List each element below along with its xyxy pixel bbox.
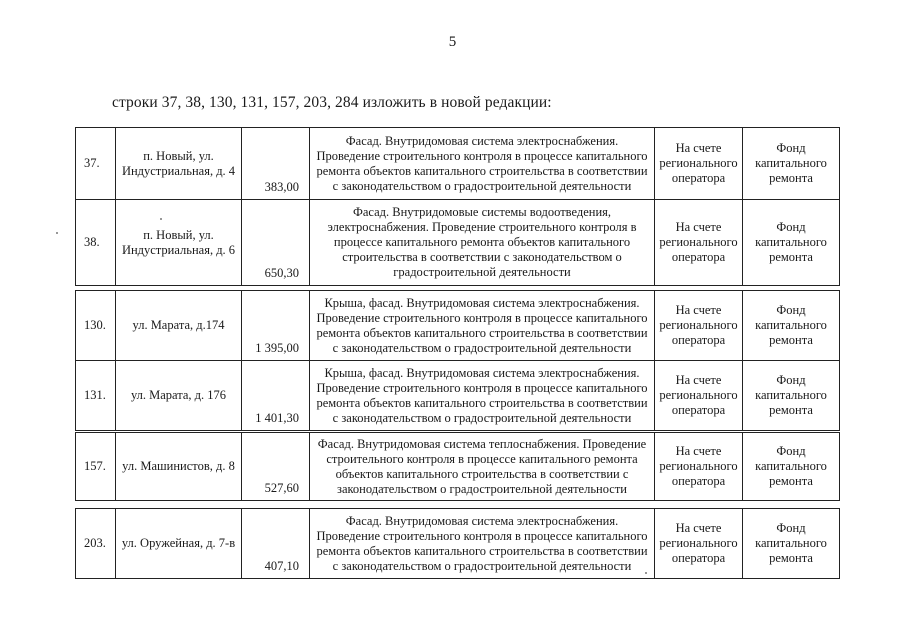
table-row (76, 509, 840, 579)
row-work-description: Фасад. Внутридомовая система теплоснабжения. Проведение строительного контроля в процессе капитального ремонта объектов капитального строительства в соответствии с законодательством о градостроительной деятельности (310, 433, 655, 501)
row-cost: 407,10 (242, 509, 310, 579)
row-fund: Фонд капитального ремонта (743, 128, 840, 200)
row-funding-source: На счете регионального оператора (655, 361, 743, 431)
row-funding-source: На счете регионального оператора (655, 128, 743, 200)
table-block-2 (75, 290, 840, 431)
row-fund: Фонд капитального ремонта (743, 509, 840, 579)
row-work-description: Фасад. Внутридомовая система электроснабжения. Проведение строительного контроля в процессе капитального ремонта объектов капитального строительства в соответствии с законодательством о градостроительной деятельности (310, 509, 655, 579)
row-funding-source: На счете регионального оператора (655, 200, 743, 286)
row-number: 37. (76, 128, 116, 200)
table-row (76, 291, 840, 361)
row-number: 203. (76, 509, 116, 579)
table-block-4 (75, 508, 840, 579)
table-block-1 (75, 127, 840, 286)
table-row (76, 433, 840, 501)
row-address: п. Новый, ул. Индустриальная, д. 4 (116, 128, 242, 200)
row-cost: 1 395,00 (242, 291, 310, 361)
row-address: ул. Машинистов, д. 8 (116, 433, 242, 501)
row-number: 130. (76, 291, 116, 361)
row-cost: 1 401,30 (242, 361, 310, 431)
row-address: ул. Марата, д.174 (116, 291, 242, 361)
row-funding-source: На счете регионального оператора (655, 509, 743, 579)
row-work-description: Крыша, фасад. Внутридомовая система электроснабжения. Проведение строительного контроля в процессе капитального ремонта объектов капитального строительства в соответствии с законодательством о градостроительной деятельности (310, 361, 655, 431)
row-number: 157. (76, 433, 116, 501)
scan-speck (160, 218, 162, 220)
row-fund: Фонд капитального ремонта (743, 361, 840, 431)
table-row (76, 128, 840, 200)
scan-speck (56, 232, 58, 234)
row-cost: 527,60 (242, 433, 310, 501)
table-row (76, 200, 840, 286)
table-block-3 (75, 432, 840, 501)
row-work-description: Фасад. Внутридомовые системы водоотведения, электроснабжения. Проведение строительного контроля в процессе капитального ремонта объектов капитального строительства в соответствии с законодательством о градостроительной деятельности (310, 200, 655, 286)
row-number: 38. (76, 200, 116, 286)
scan-speck (645, 572, 647, 574)
row-funding-source: На счете регионального оператора (655, 433, 743, 501)
row-funding-source: На счете регионального оператора (655, 291, 743, 361)
row-address: ул. Марата, д. 176 (116, 361, 242, 431)
row-work-description: Фасад. Внутридомовая система электроснабжения. Проведение строительного контроля в процессе капитального ремонта объектов капитального строительства в соответствии с законодательством о градостроительной деятельности (310, 128, 655, 200)
row-cost: 383,00 (242, 128, 310, 200)
row-address: п. Новый, ул. Индустриальная, д. 6 (116, 200, 242, 286)
row-number: 131. (76, 361, 116, 431)
page-number: 5 (448, 34, 457, 50)
row-fund: Фонд капитального ремонта (743, 200, 840, 286)
row-fund: Фонд капитального ремонта (743, 291, 840, 361)
row-fund: Фонд капитального ремонта (743, 433, 840, 501)
table-row (76, 361, 840, 431)
intro-text: строки 37, 38, 130, 131, 157, 203, 284 изложить в новой редакции: (112, 94, 552, 111)
row-work-description: Крыша, фасад. Внутридомовая система электроснабжения. Проведение строительного контроля в процессе капитального ремонта объектов капитального строительства в соответствии с законодательством о градостроительной деятельности (310, 291, 655, 361)
row-address: ул. Оружейная, д. 7-в (116, 509, 242, 579)
row-cost: 650,30 (242, 200, 310, 286)
